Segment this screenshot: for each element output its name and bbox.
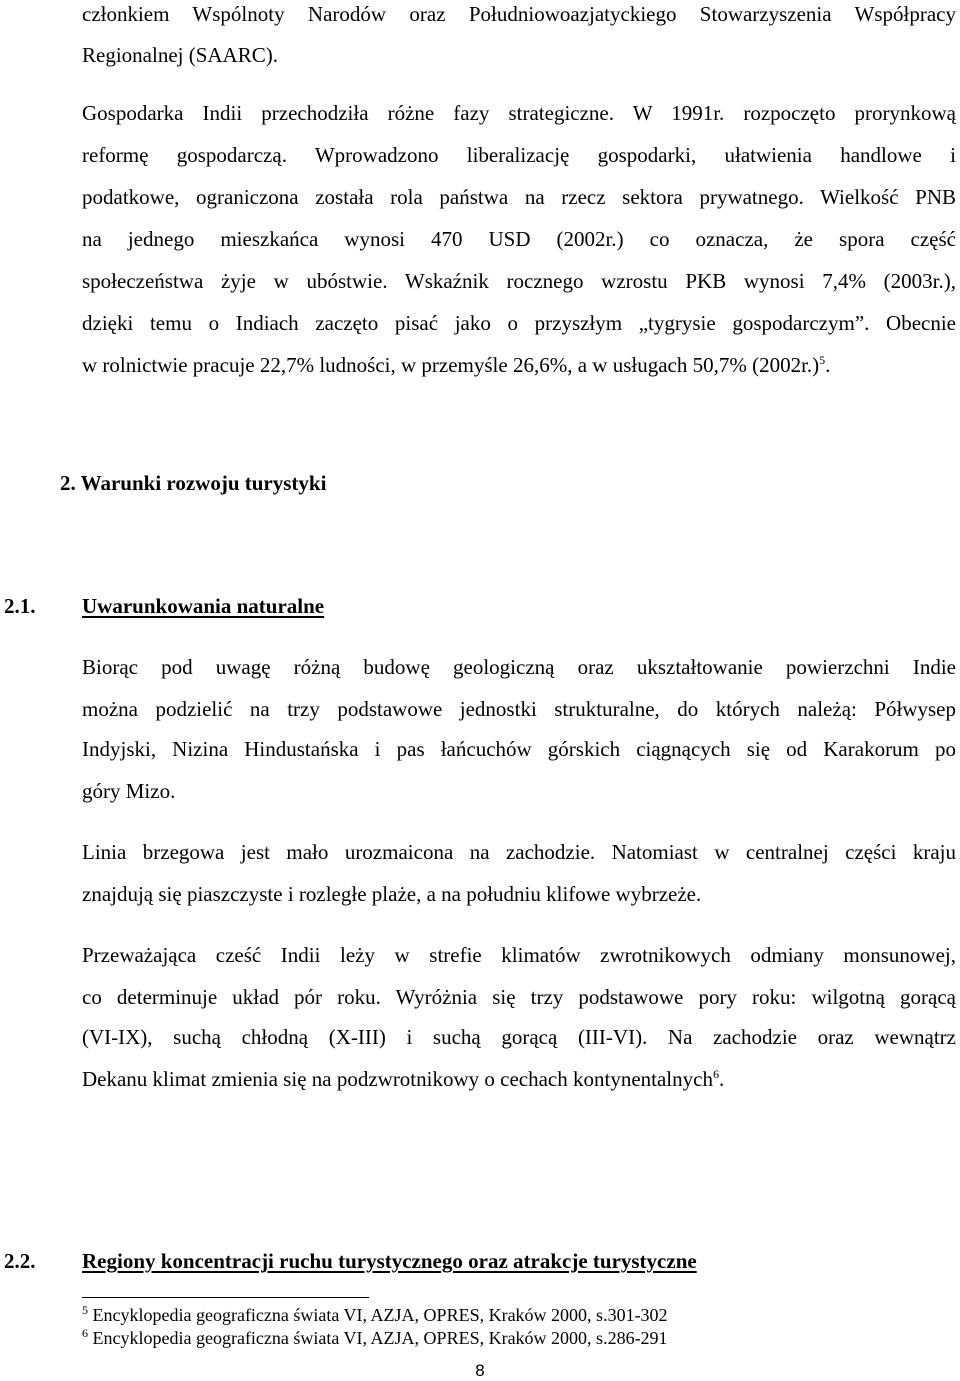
section-2-1-title: Uwarunkowania naturalne [82,594,325,618]
para3-line-4-end: . [718,1067,725,1091]
para2-line-1: Linia brzegowa jest mało urozmaicona na zachodzie. Natomiast w centralnej części kraju [82,840,956,864]
economy-line-6: dzięki temu o Indiach zaczęto pisać jako o przyszłym „tygrysie gospodarczym”. Obecnie [82,311,956,335]
para1-line-2: można podzielić na trzy podstawowe jednostki strukturalne, do których należą: Półwysep [82,697,956,721]
economy-line-7-text: w rolnictwie pracuje 22,7% ludności, w przemyśle 26,6%, a w usługach 50,7% (2002r.) [82,353,820,377]
economy-line-1: Gospodarka Indii przechodziła różne fazy strategiczne. W 1991r. rozpoczęto prorynkową [82,101,956,125]
section-2-2-title: Regiony koncentracji ruchu turystycznego oraz atrakcje turystyczne [82,1249,697,1273]
footnote-separator [82,1297,369,1298]
footnote-5 [82,1305,668,1325]
para3-line-2: co determinuje układ pór roku. Wyróżnia się trzy podstawowe pory roku: wilgotną gorącą [82,985,956,1009]
section-2-2-number: 2.2. [4,1249,36,1273]
intro-line-2: Regionalnej (SAARC). [82,43,278,67]
footnote-5-mark: 5 [82,1303,88,1317]
para1-line-1: Biorąc pod uwagę różną budowę geologiczną oraz ukształtowanie powierzchni Indie [82,655,956,679]
economy-line-2: reformę gospodarczą. Wprowadzono liberalizację gospodarki, ułatwienia handlowe i [82,143,956,167]
para3-line-3: (VI-IX), suchą chłodną (X-III) i suchą gorącą (III-VI). Na zachodzie oraz wewnątrz [82,1025,956,1049]
para1-line-4: góry Mizo. [82,779,176,803]
footnote-ref-5[interactable]: 5 [819,353,826,367]
economy-line-7 [82,353,956,377]
footnote-6-text: Encyklopedia geograficzna świata VI, AZJA, OPRES, Kraków 2000, s.286-291 [88,1328,668,1348]
section-2-heading: 2. Warunki rozwoju turystyki [60,471,327,495]
economy-line-4: na jednego mieszkańca wynosi 470 USD (2002r.) co oznacza, że spora część [82,227,956,251]
footnote-6-mark: 6 [82,1326,88,1340]
intro-line-1: członkiem Wspólnoty Narodów oraz Południowoazjatyckiego Stowarzyszenia Współpracy [82,2,956,26]
footnote-6 [82,1328,668,1348]
section-2-1-number: 2.1. [4,594,36,618]
para2-line-2: znajdują się piaszczyste i rozległe plaże, a na południu klifowe wybrzeże. [82,882,702,906]
economy-line-7-end: . [825,353,831,377]
page-number: 8 [475,1361,485,1380]
para3-line-4-text: Dekanu klimat zmienia się na podzwrotnikowy o cechach kontynentalnych [82,1067,713,1091]
economy-line-3: podatkowe, ograniczona została rola państwa na rzecz sektora prywatnego. Wielkość PNB [82,185,956,209]
para3-line-4 [82,1067,956,1091]
footnote-5-text: Encyklopedia geograficzna świata VI, AZJA, OPRES, Kraków 2000, s.301-302 [88,1305,668,1325]
para1-line-3: Indyjski, Nizina Hindustańska i pas łańcuchów górskich ciągnących się od Karakorum po [82,737,956,761]
economy-line-5: społeczeństwa żyje w ubóstwie. Wskaźnik rocznego wzrostu PKB wynosi 7,4% (2003r.), [82,269,956,293]
footnote-ref-6[interactable]: 6 [712,1067,719,1081]
para3-line-1: Przeważająca cześć Indii leży w strefie klimatów zwrotnikowych odmiany monsunowej, [82,943,956,967]
